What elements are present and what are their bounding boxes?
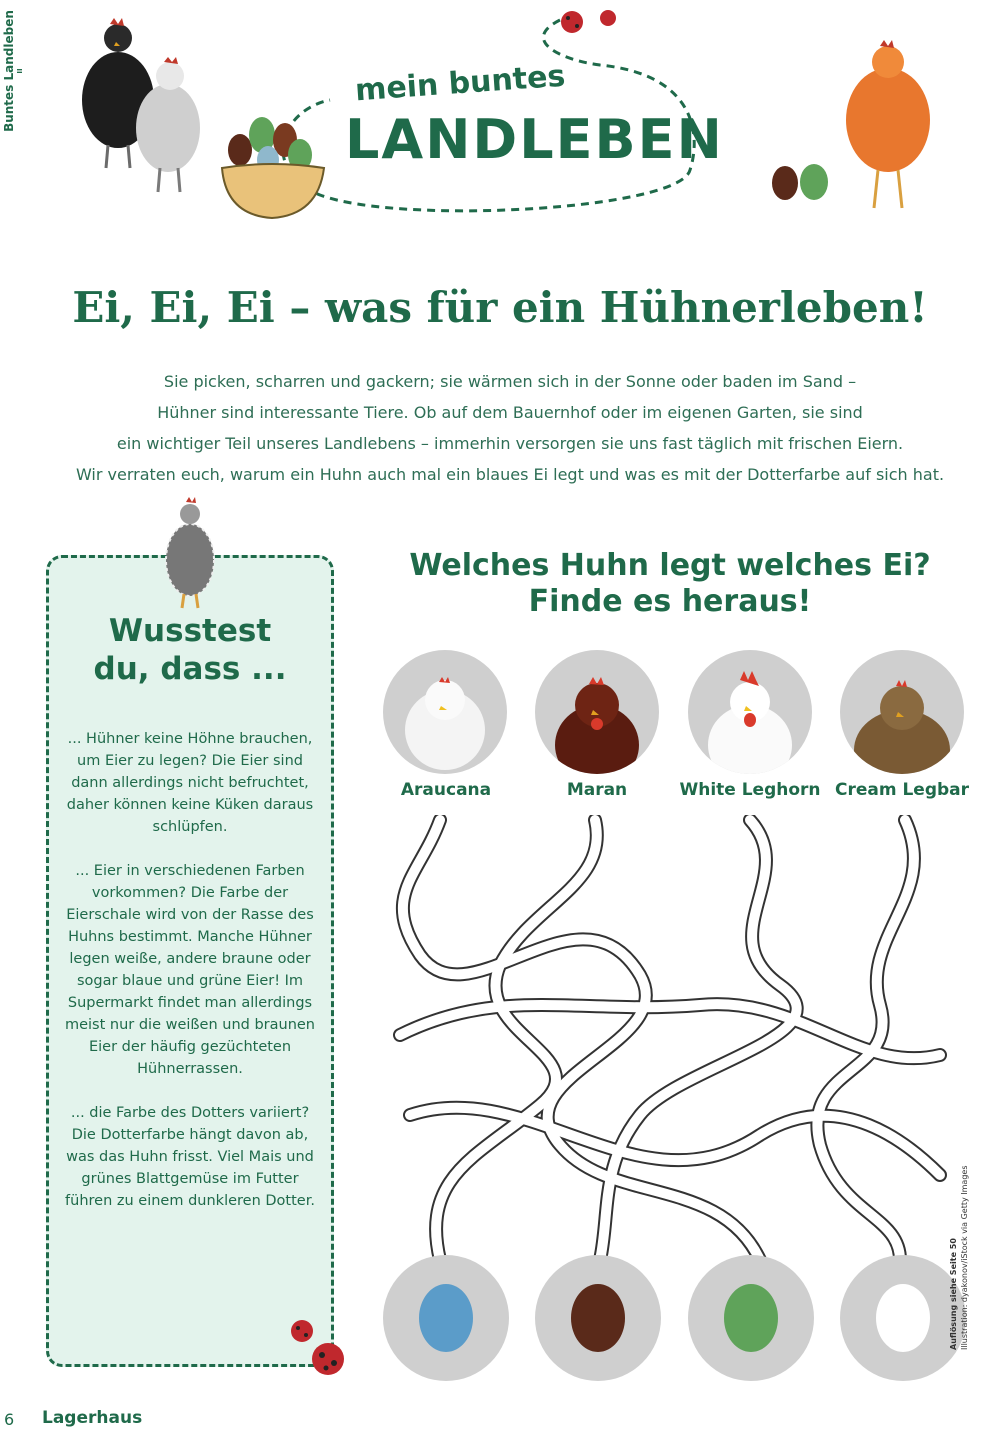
egg-circle-3 [688, 1255, 814, 1381]
maran-portrait [535, 650, 659, 774]
brand-logo: Lagerhaus [42, 1408, 143, 1428]
hen-name-maran: Maran [566, 780, 628, 800]
facts-title [46, 612, 334, 688]
facts-title-line2: du, dass ... [93, 651, 287, 687]
credit-solution: Auflösung siehe Seite 50 [949, 1238, 958, 1350]
intro-text [40, 366, 980, 490]
facts-title-line1: Wusstest [108, 613, 272, 649]
egg-circle-1 [383, 1255, 509, 1381]
green-egg-icon [724, 1284, 778, 1352]
intro-line: Wir verraten euch, warum ein Huhn auch mal ein blaues Ei legt und was es mit der Dotterfarbe auf sich hat. [75, 465, 945, 484]
blue-egg-icon [419, 1284, 473, 1352]
facts-text [60, 728, 320, 1234]
green-egg-icon [800, 164, 828, 200]
intro-line: Hühner sind interessante Tiere. Ob auf dem Bauernhof oder im eigenen Garten, sie sind [157, 403, 863, 422]
maze[interactable] [380, 815, 970, 1265]
brown-egg-icon [571, 1284, 625, 1352]
brown-egg-icon [772, 166, 798, 200]
puzzle-title-line2: Finde es heraus! [528, 584, 812, 619]
page-number: 6 [4, 1410, 15, 1429]
hen-name-cream-legbar: Cream Legbar [834, 780, 970, 800]
nest-icon [222, 117, 324, 218]
white-leghorn-portrait [688, 650, 812, 774]
egg-circle-2 [535, 1255, 661, 1381]
fact-paragraph: ... Hühner keine Höhne brauchen, um Eier zu legen? Die Eier sind dann allerdings nicht befruchtet, daher können keine Küken daraus schlüpfen. [66, 731, 314, 835]
credit [948, 1150, 970, 1350]
fact-paragraph: ... die Farbe des Dotters variiert? Die Dotterfarbe hängt davon ab, was das Huhn frisst. Viel Mais und grünes Blattgemüse im Futter führen zu einem dunkleren Dotter. [65, 1105, 315, 1209]
ladybugs-icon [282, 1315, 362, 1385]
orange-hen-icon [846, 40, 930, 208]
hen-name-white-leghorn: White Leghorn [679, 780, 821, 800]
page-title: Ei, Ei, Ei – was für ein Hühnerleben! [72, 283, 928, 332]
ladybug-icon [561, 10, 616, 33]
puzzle-title-line1: Welches Huhn legt welches Ei? [409, 548, 931, 583]
white-egg-icon [876, 1284, 930, 1352]
hen-name-araucana: Araucana [400, 780, 492, 800]
credit-illustration: Illustration: dyakonov/iStock via Getty Images [960, 1165, 969, 1350]
logo-line2: LANDLEBEN [345, 108, 724, 171]
cream-legbar-portrait [840, 650, 964, 774]
logo-line1: mein buntes [354, 58, 567, 109]
araucana-portrait [383, 650, 507, 774]
puzzle-title [380, 548, 960, 620]
fact-paragraph: ... Eier in verschiedenen Farben vorkommen? Die Farbe der Eierschale wird von der Rasse des Huhns bestimmt. Manche Hühner legen weiße, andere braune oder sogar blaue und grüne Eier! Im Supermarkt findet man allerdings meist nur die weißen und braunen Eier der häufig gezüchteten Hühnerrassen. [64, 863, 316, 1077]
section-tag-sub: II [16, 68, 24, 74]
speckled-hen-icon [160, 490, 220, 610]
intro-line: ein wichtiger Teil unseres Landlebens – immerhin versorgen sie uns fast täglich mit frischen Eiern. [116, 434, 904, 453]
section-tag-label: Buntes Landleben [2, 10, 16, 132]
intro-line: Sie picken, scharren und gackern; sie wärmen sich in der Sonne oder baden im Sand – [163, 372, 857, 391]
